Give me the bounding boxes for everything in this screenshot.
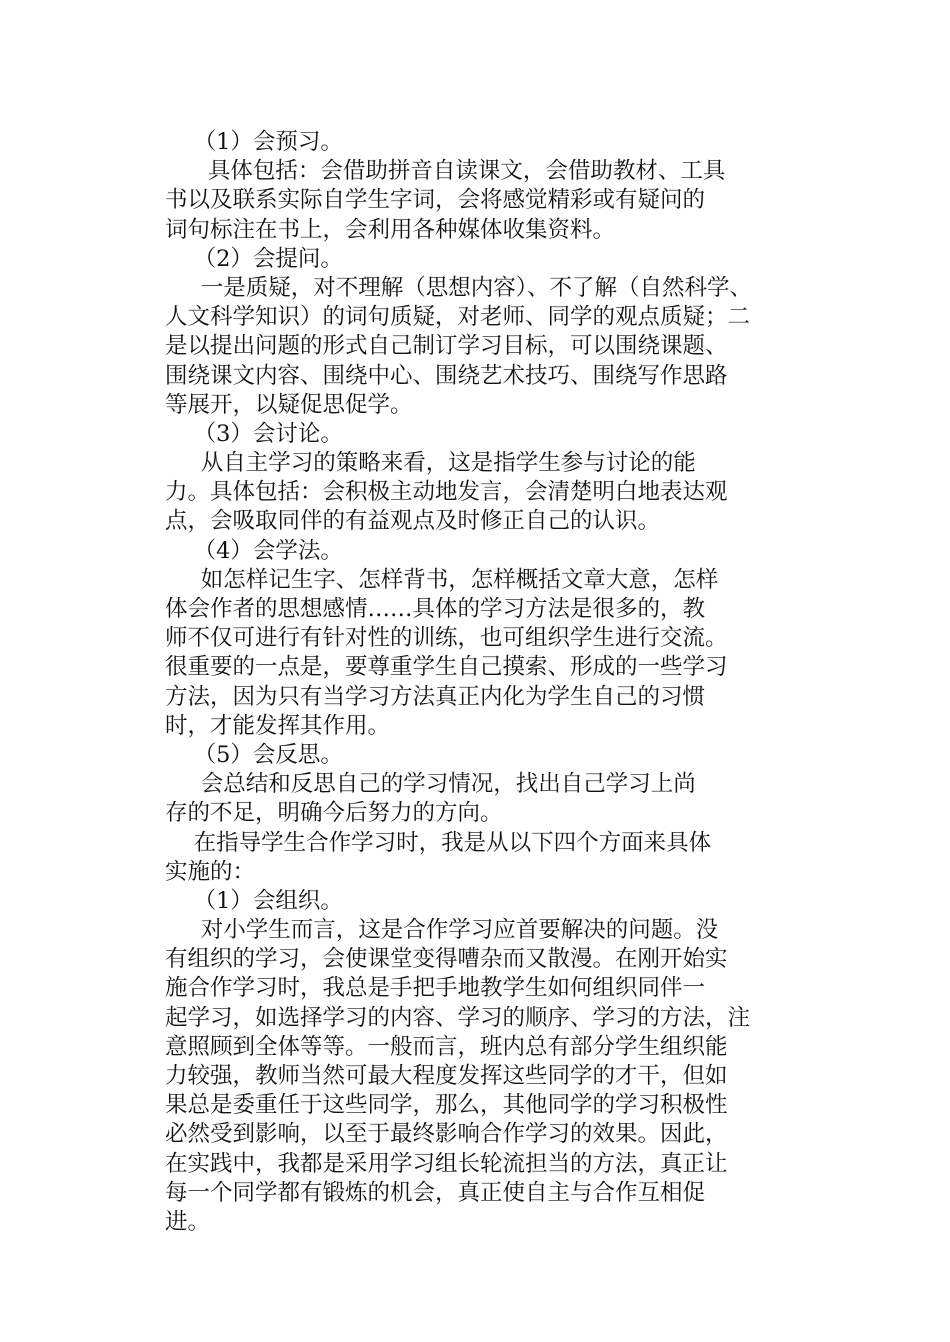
text-line: 人文科学知识）的词句质疑，对老师、同学的观点质疑；二 xyxy=(165,304,751,331)
text-line: 存的不足，明确今后努力的方向。 xyxy=(165,800,503,827)
text-line: 进。 xyxy=(165,1208,211,1235)
text-line: （4）会学法。 xyxy=(165,537,343,564)
text-line: 起学习，如选择学习的内容、学习的顺序、学习的方法，注 xyxy=(165,1004,751,1031)
text-line: （1）会组织。 xyxy=(165,887,343,914)
text-line: 一是质疑，对不理解（思想内容）、不了解（自然科学、 xyxy=(165,274,753,301)
text-line: 很重要的一点是，要尊重学生自己摸索、形成的一些学习 xyxy=(165,654,728,681)
text-line: 实施的： xyxy=(165,858,256,885)
text-line: 对小学生而言，这是合作学习应首要解决的问题。没 xyxy=(165,917,719,944)
text-line: 师不仅可进行有针对性的训练，也可组织学生进行交流。 xyxy=(165,625,728,652)
text-line: 方法，因为只有当学习方法真正内化为学生自己的习惯 xyxy=(165,683,706,710)
text-line: 施合作学习时，我总是手把手地教学生如何组织同伴一 xyxy=(165,975,706,1002)
text-line: 在实践中，我都是采用学习组长轮流担当的方法，真正让 xyxy=(165,1150,728,1177)
text-line: （1）会预习。 xyxy=(165,129,343,155)
text-line: 意照顾到全体等等。一般而言，班内总有部分学生组织能 xyxy=(165,1033,728,1060)
text-line: 是以提出问题的形式自己制订学习目标，可以围绕课题、 xyxy=(165,333,728,360)
text-line: 具体包括：会借助拼音自读课文，会借助教材、工具 xyxy=(165,158,726,185)
text-line: 在指导学生合作学习时，我是从以下四个方面来具体 xyxy=(165,829,712,856)
text-line: 围绕课文内容、围绕中心、围绕艺术技巧、围绕写作思路 xyxy=(165,362,728,389)
text-line: （3）会讨论。 xyxy=(165,420,343,447)
text-line: 词句标注在书上，会利用各种媒体收集资料。 xyxy=(165,216,616,243)
text-line: 时，才能发挥其作用。 xyxy=(165,712,391,739)
text-line: 如怎样记生字、怎样背书，怎样概括文章大意，怎样 xyxy=(165,566,719,593)
text-line: 等展开，以疑促思促学。 xyxy=(165,391,413,418)
text-line: 果总是委重任于这些同学，那么，其他同学的学习积极性 xyxy=(165,1092,728,1119)
text-line: 力。具体包括：会积极主动地发言，会清楚明白地表达观 xyxy=(165,479,728,506)
text-line: 有组织的学习，会使课堂变得嘈杂而又散漫。在刚开始实 xyxy=(165,946,728,973)
text-line: （2）会提问。 xyxy=(165,245,343,272)
text-line: 力较强，教师当然可最大程度发挥这些同学的才干，但如 xyxy=(165,1063,728,1089)
text-line: 体会作者的思想感情……具体的学习方法是很多的，教 xyxy=(165,596,706,622)
body-text xyxy=(165,128,795,1237)
text-line: （5）会反思。 xyxy=(165,741,343,768)
text-line: 每一个同学都有锻炼的机会，真正使自主与合作互相促 xyxy=(165,1179,706,1206)
text-line: 从自主学习的策略来看，这是指学生参与讨论的能 xyxy=(165,450,696,477)
text-line: 会总结和反思自己的学习情况，找出自己学习上尚 xyxy=(165,771,696,798)
text-line: 必然受到影响，以至于最终影响合作学习的效果。因此， xyxy=(165,1121,728,1148)
text-line: 点，会吸取同伴的有益观点及时修正自己的认识。 xyxy=(165,508,661,535)
text-line: 书以及联系实际自学生字词，会将感觉精彩或有疑问的 xyxy=(165,187,706,214)
